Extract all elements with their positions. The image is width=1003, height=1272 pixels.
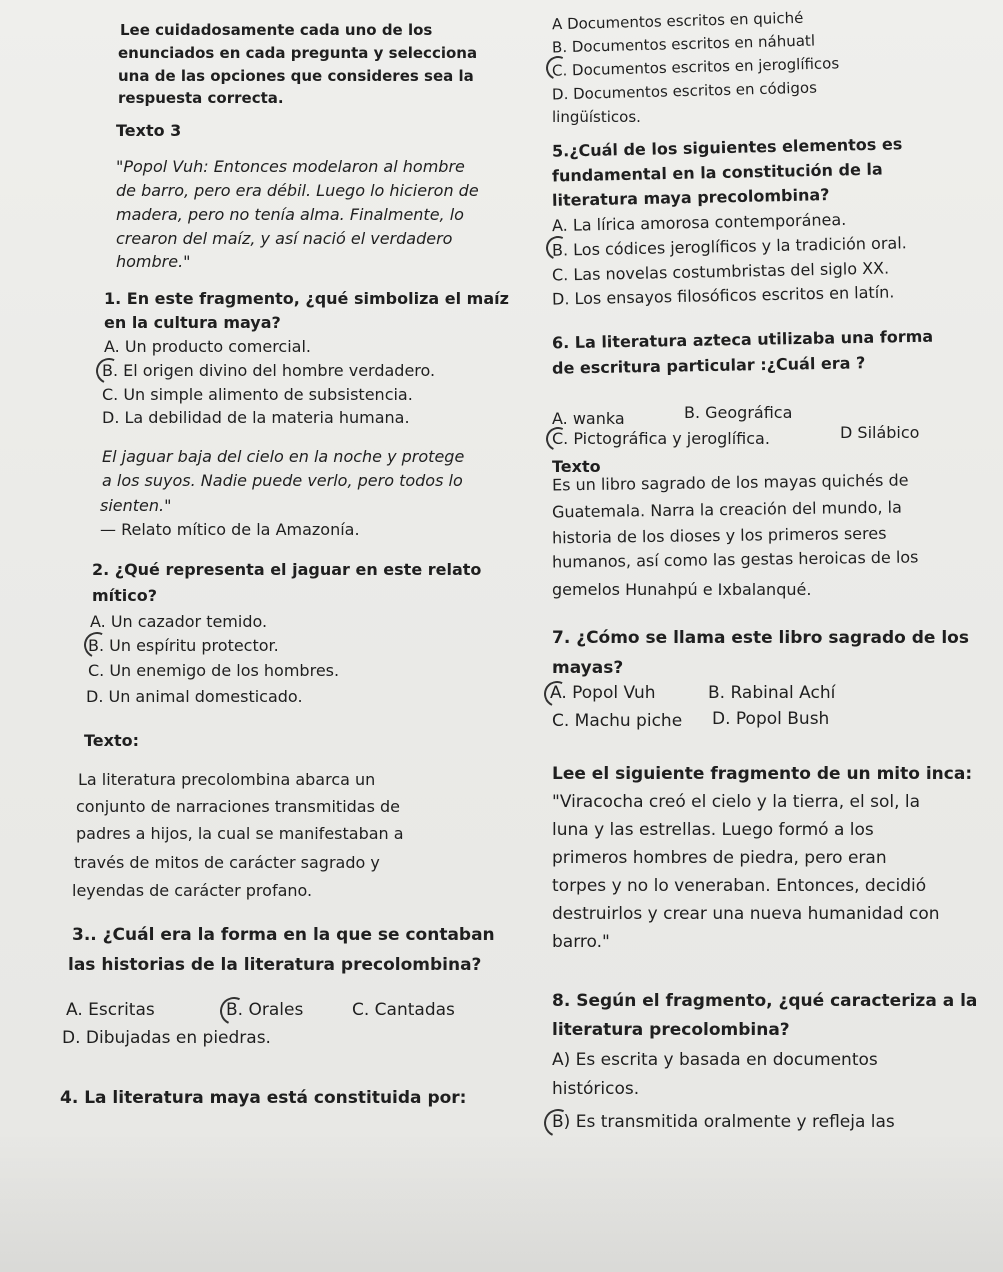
q1-option-a: A. Un producto comercial. <box>104 337 312 356</box>
question-5: literatura maya precolombina? <box>551 185 830 210</box>
question-3: las historias de la literatura precolombina? <box>68 955 482 975</box>
texto-line: historia de los dioses y los primeros seres <box>551 523 887 548</box>
answer-mark-icon <box>92 354 125 387</box>
question-7: mayas? <box>552 658 624 678</box>
q7-option-a: A. Popol Vuh <box>550 683 656 703</box>
q2-option-d: D. Un animal domesticado. <box>86 687 303 706</box>
q8-option-a: A) Es escrita y basada en documentos <box>552 1050 878 1070</box>
question-3: 3.. ¿Cuál era la forma en la que se contaban <box>72 925 495 945</box>
quote1-line: crearon del maíz, y así nació el verdadero <box>116 229 453 248</box>
q4-option-c: C. Documentos escritos en jeroglíficos <box>551 54 840 80</box>
inca-quote-line: destruirlos y crear una nueva humanidad con <box>552 904 940 924</box>
quote1-line: de barro, pero era débil. Luego lo hicieron de <box>116 181 479 200</box>
q1-option-b: B. El origen divino del hombre verdadero. <box>102 361 436 380</box>
quote2-line: a los suyos. Nadie puede verlo, pero todos lo <box>102 471 463 490</box>
question-1: 1. En este fragmento, ¿qué simboliza el maíz <box>104 289 509 308</box>
quote1-line: madera, pero no tenía alma. Finalmente, lo <box>116 205 464 224</box>
instructions-line: Lee cuidadosamente cada uno de los <box>120 21 433 39</box>
q3-option-d: D. Dibujadas en piedras. <box>62 1028 271 1048</box>
q2-option-b: B. Un espíritu protector. <box>88 636 279 655</box>
quote2-line: sienten." <box>100 496 172 515</box>
passage-line: padres a hijos, la cual se manifestaban a <box>76 824 404 843</box>
q6-option-d: D Silábico <box>840 423 920 442</box>
passage-line: través de mitos de carácter sagrado y <box>74 853 380 872</box>
q7-option-d: D. Popol Bush <box>712 709 830 729</box>
question-8: 8. Según el fragmento, ¿qué caracteriza a la <box>552 991 978 1011</box>
q5-option-c: C. Las novelas costumbristas del siglo XX. <box>551 258 890 285</box>
instructions-line: una de las opciones que consideres sea la <box>118 67 474 85</box>
answer-mark-icon <box>216 993 252 1029</box>
q4-option-a: A Documentos escritos en quiché <box>551 8 804 34</box>
passage-line: conjunto de narraciones transmitidas de <box>76 797 401 816</box>
inca-quote-line: primeros hombres de piedra, pero eran <box>552 848 887 868</box>
q3-option-c: C. Cantadas <box>352 1000 455 1020</box>
inca-quote-line: "Viracocha creó el cielo y la tierra, el sol, la <box>552 792 921 812</box>
texto-title: Texto: <box>84 731 139 750</box>
instructions-line: respuesta correcta. <box>118 89 284 107</box>
inca-quote-line: barro." <box>552 932 610 952</box>
inca-intro: Lee el siguiente fragmento de un mito inca: <box>552 764 973 784</box>
question-5: fundamental en la constitución de la <box>551 159 883 186</box>
quote1-line: hombre." <box>116 252 191 271</box>
instructions-line: enunciados en cada pregunta y selecciona <box>118 44 478 62</box>
question-1: en la cultura maya? <box>104 313 281 332</box>
page-shadow <box>0 1132 1003 1272</box>
question-2: mítico? <box>92 586 158 605</box>
q2-option-a: A. Un cazador temido. <box>90 612 268 631</box>
answer-mark-icon <box>80 628 113 661</box>
quote1-line: "Popol Vuh: Entonces modelaron al hombre <box>116 157 465 176</box>
q7-option-c: C. Machu piche <box>552 711 683 731</box>
question-7: 7. ¿Cómo se llama este libro sagrado de los <box>552 628 969 648</box>
question-2: 2. ¿Qué representa el jaguar en este relato <box>92 560 482 579</box>
q5-option-a: A. La lírica amorosa contemporánea. <box>551 209 847 236</box>
q4-option-d: D. Documentos escritos en códigos <box>551 78 818 104</box>
texto-line: gemelos Hunahpú e Ixbalanqué. <box>552 580 812 599</box>
q4-option-b: B. Documentos escritos en náhuatl <box>551 31 816 57</box>
texto3-title: Texto 3 <box>116 121 182 140</box>
question-8: literatura precolombina? <box>552 1020 790 1040</box>
texto-line: Es un libro sagrado de los mayas quichés de <box>551 470 909 495</box>
quote2-source: — Relato mítico de la Amazonía. <box>100 520 360 539</box>
texto-title-right: Texto <box>552 457 601 476</box>
texto-line: Guatemala. Narra la creación del mundo, la <box>551 497 902 522</box>
q5-option-b: B. Los códices jeroglíficos y la tradición oral. <box>551 233 907 260</box>
inca-quote-line: luna y las estrellas. Luego formó a los <box>552 820 874 840</box>
question-6: 6. La literatura azteca utilizaba una forma <box>551 326 934 353</box>
q6-option-b: B. Geográfica <box>684 403 793 422</box>
quote2-line: El jaguar baja del cielo en la noche y protege <box>102 447 465 466</box>
q5-option-d: D. Los ensayos filosóficos escritos en latín. <box>551 282 895 309</box>
texto-line: humanos, así como las gestas heroicas de los <box>551 547 919 572</box>
question-6: de escritura particular :¿Cuál era ? <box>551 353 866 378</box>
q2-option-c: C. Un enemigo de los hombres. <box>88 661 340 680</box>
question-4: 4. La literatura maya está constituida por: <box>60 1088 467 1108</box>
q8-option-a-cont: históricos. <box>552 1079 640 1099</box>
q1-option-d: D. La debilidad de la materia humana. <box>102 408 410 427</box>
inca-quote-line: torpes y no lo veneraban. Entonces, decidió <box>552 876 927 896</box>
q3-option-a: A. Escritas <box>66 1000 155 1020</box>
q1-option-c: C. Un simple alimento de subsistencia. <box>102 385 413 404</box>
q6-option-c: C. Pictográfica y jeroglífica. <box>552 429 770 448</box>
q8-option-b: B) Es transmitida oralmente y refleja las <box>552 1112 895 1132</box>
q3-option-b: B. Orales <box>226 1000 304 1020</box>
q7-option-b: B. Rabinal Achí <box>708 683 836 703</box>
q6-option-a: A. wanka <box>552 409 625 428</box>
passage-line: leyendas de carácter profano. <box>72 881 313 900</box>
question-5: 5.¿Cuál de los siguientes elementos es <box>551 134 903 161</box>
passage-line: La literatura precolombina abarca un <box>78 770 376 789</box>
q4-option-d-cont: lingüísticos. <box>552 108 641 126</box>
